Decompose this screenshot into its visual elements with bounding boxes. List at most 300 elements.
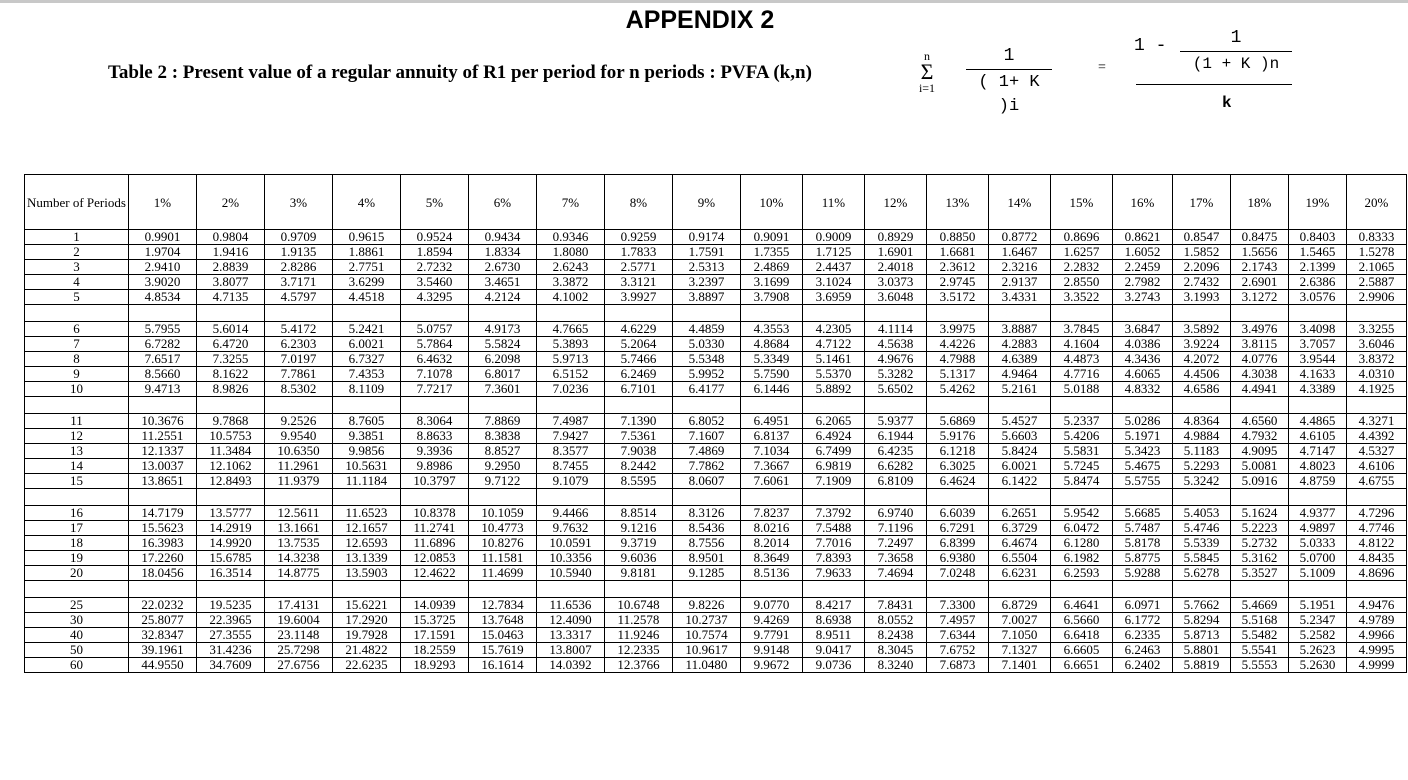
empty-cell (740, 489, 802, 506)
factor-cell: 3.6959 (802, 290, 864, 305)
factor-cell: 6.8052 (672, 414, 740, 429)
empty-cell (400, 581, 468, 598)
factor-cell: 6.3729 (988, 521, 1050, 536)
pvfa-formula (900, 30, 1300, 120)
factor-cell: 11.2551 (128, 429, 196, 444)
table-row (25, 598, 1407, 613)
factor-cell: 5.8294 (1172, 613, 1230, 628)
factor-cell: 5.6685 (1112, 506, 1172, 521)
factor-cell: 4.9377 (1288, 506, 1346, 521)
factor-cell: 0.8547 (1172, 230, 1230, 245)
table-row (25, 658, 1407, 673)
rate-header: 13% (926, 175, 988, 230)
factor-cell: 4.4506 (1172, 367, 1230, 382)
factor-cell: 3.6046 (1346, 337, 1406, 352)
table-row (25, 367, 1407, 382)
fraction-bar (1180, 51, 1292, 52)
empty-cell (196, 305, 264, 322)
factor-cell: 5.2582 (1288, 628, 1346, 643)
factor-cell: 4.6105 (1288, 429, 1346, 444)
factor-cell: 7.8869 (468, 414, 536, 429)
factor-cell: 8.7605 (332, 414, 400, 429)
factor-cell: 19.6004 (264, 613, 332, 628)
empty-cell (926, 489, 988, 506)
empty-cell (1050, 581, 1112, 598)
factor-cell: 6.4235 (864, 444, 926, 459)
factor-cell: 8.9501 (672, 551, 740, 566)
factor-cell: 2.8839 (196, 260, 264, 275)
factor-cell: 4.8534 (128, 290, 196, 305)
factor-cell: 3.7845 (1050, 322, 1112, 337)
empty-cell (926, 397, 988, 414)
factor-cell: 5.3242 (1172, 474, 1230, 489)
factor-cell: 2.5313 (672, 260, 740, 275)
summation (912, 50, 942, 94)
factor-cell: 44.9550 (128, 658, 196, 673)
factor-cell: 4.3389 (1288, 382, 1346, 397)
table-row (25, 536, 1407, 551)
factor-cell: 8.3045 (864, 643, 926, 658)
empty-cell (1172, 489, 1230, 506)
factor-cell: 9.8181 (604, 566, 672, 581)
table-row (25, 521, 1407, 536)
factor-cell: 7.1327 (988, 643, 1050, 658)
factor-cell: 1.7355 (740, 245, 802, 260)
table-row (25, 275, 1407, 290)
factor-cell: 6.3025 (926, 459, 988, 474)
factor-cell: 12.0853 (400, 551, 468, 566)
factor-cell: 32.8347 (128, 628, 196, 643)
empty-cell (128, 397, 196, 414)
factor-cell: 21.4822 (332, 643, 400, 658)
factor-cell: 5.0757 (400, 322, 468, 337)
sigma-lower: i=1 (918, 81, 936, 95)
factor-cell: 1.5852 (1172, 245, 1230, 260)
factor-cell: 4.4859 (672, 322, 740, 337)
factor-cell: 8.3240 (864, 658, 926, 673)
factor-cell: 7.1196 (864, 521, 926, 536)
left-numerator: 1 (1003, 46, 1015, 66)
factor-cell: 5.5553 (1230, 658, 1288, 673)
factor-cell: 6.7101 (604, 382, 672, 397)
table-row (25, 414, 1407, 429)
factor-cell: 8.0216 (740, 521, 802, 536)
empty-cell (25, 305, 129, 322)
factor-cell: 5.8713 (1172, 628, 1230, 643)
factor-cell: 8.2438 (864, 628, 926, 643)
factor-cell: 5.2293 (1172, 459, 1230, 474)
factor-cell: 8.2442 (604, 459, 672, 474)
factor-cell: 5.4262 (926, 382, 988, 397)
factor-cell: 4.3271 (1346, 414, 1406, 429)
factor-cell: 4.6229 (604, 322, 672, 337)
factor-cell: 3.1993 (1172, 290, 1230, 305)
factor-cell: 5.4527 (988, 414, 1050, 429)
factor-cell: 5.0330 (672, 337, 740, 352)
table-row (25, 245, 1407, 260)
factor-cell: 12.8493 (196, 474, 264, 489)
empty-cell (468, 489, 536, 506)
rate-header: 7% (536, 175, 604, 230)
factor-cell: 6.2463 (1112, 643, 1172, 658)
factor-cell: 0.9709 (264, 230, 332, 245)
factor-cell: 7.5361 (604, 429, 672, 444)
factor-cell: 5.2337 (1050, 414, 1112, 429)
factor-cell: 3.9975 (926, 322, 988, 337)
period-cell: 10 (25, 382, 129, 397)
factor-cell: 6.6282 (864, 459, 926, 474)
factor-cell: 12.2335 (604, 643, 672, 658)
factor-cell: 6.8017 (468, 367, 536, 382)
factor-cell: 14.3238 (264, 551, 332, 566)
factor-cell: 9.1285 (672, 566, 740, 581)
factor-cell: 5.9542 (1050, 506, 1112, 521)
factor-cell: 15.0463 (468, 628, 536, 643)
period-cell: 18 (25, 536, 129, 551)
factor-cell: 7.2497 (864, 536, 926, 551)
factor-cell: 4.9897 (1288, 521, 1346, 536)
empty-cell (926, 581, 988, 598)
factor-cell: 1.9416 (196, 245, 264, 260)
factor-cell: 7.9633 (802, 566, 864, 581)
rate-header: 19% (1288, 175, 1346, 230)
factor-cell: 3.9544 (1288, 352, 1346, 367)
factor-cell: 7.6344 (926, 628, 988, 643)
factor-cell: 2.6901 (1230, 275, 1288, 290)
factor-cell: 10.6748 (604, 598, 672, 613)
factor-cell: 2.2459 (1112, 260, 1172, 275)
factor-cell: 5.5824 (468, 337, 536, 352)
factor-cell: 8.5660 (128, 367, 196, 382)
factor-cell: 4.7147 (1288, 444, 1346, 459)
factor-cell: 1.7125 (802, 245, 864, 260)
factor-cell: 7.0248 (926, 566, 988, 581)
empty-cell (1050, 489, 1112, 506)
factor-cell: 27.3555 (196, 628, 264, 643)
factor-cell: 2.5771 (604, 260, 672, 275)
empty-cell (864, 489, 926, 506)
empty-cell (988, 397, 1050, 414)
fraction-bar (966, 69, 1052, 70)
factor-cell: 3.9927 (604, 290, 672, 305)
factor-cell: 4.9789 (1346, 613, 1406, 628)
factor-cell: 11.6896 (400, 536, 468, 551)
factor-cell: 5.0081 (1230, 459, 1288, 474)
period-cell: 16 (25, 506, 129, 521)
table-row (25, 352, 1407, 367)
factor-cell: 0.9174 (672, 230, 740, 245)
factor-cell: 19.5235 (196, 598, 264, 613)
empty-cell (1112, 581, 1172, 598)
factor-cell: 6.2469 (604, 367, 672, 382)
inner-fraction (1180, 26, 1292, 75)
factor-cell: 10.5753 (196, 429, 264, 444)
factor-cell: 5.5339 (1172, 536, 1230, 551)
factor-cell: 14.0392 (536, 658, 604, 673)
period-cell: 6 (25, 322, 129, 337)
factor-cell: 2.8550 (1050, 275, 1112, 290)
factor-cell: 6.5504 (988, 551, 1050, 566)
rate-header: 2% (196, 175, 264, 230)
factor-cell: 3.1272 (1230, 290, 1288, 305)
factor-cell: 4.8332 (1112, 382, 1172, 397)
factor-cell: 7.3255 (196, 352, 264, 367)
factor-cell: 6.4641 (1050, 598, 1112, 613)
table-row (25, 613, 1407, 628)
table-row (25, 628, 1407, 643)
factor-cell: 5.4675 (1112, 459, 1172, 474)
equals-sign: = (1098, 60, 1106, 75)
factor-cell: 7.6061 (740, 474, 802, 489)
factor-cell: 4.6560 (1230, 414, 1288, 429)
factor-cell: 5.0188 (1050, 382, 1112, 397)
header-row (25, 175, 1407, 230)
empty-cell (400, 489, 468, 506)
factor-cell: 6.8137 (740, 429, 802, 444)
empty-cell (740, 305, 802, 322)
factor-cell: 5.0286 (1112, 414, 1172, 429)
factor-cell: 14.2919 (196, 521, 264, 536)
factor-cell: 0.8403 (1288, 230, 1346, 245)
factor-cell: 8.7556 (672, 536, 740, 551)
factor-cell: 8.3064 (400, 414, 468, 429)
factor-cell: 8.2014 (740, 536, 802, 551)
factor-cell: 3.2397 (672, 275, 740, 290)
factor-cell: 6.7282 (128, 337, 196, 352)
factor-cell: 0.8772 (988, 230, 1050, 245)
empty-cell (400, 397, 468, 414)
header-number-of-periods: Number of Periods (25, 175, 129, 230)
factor-cell: 15.7619 (468, 643, 536, 658)
factor-cell: 9.7791 (740, 628, 802, 643)
factor-cell: 3.8115 (1230, 337, 1288, 352)
factor-cell: 2.6243 (536, 260, 604, 275)
factor-cell: 3.9224 (1172, 337, 1230, 352)
empty-cell (1112, 489, 1172, 506)
factor-cell: 13.8007 (536, 643, 604, 658)
factor-cell: 2.4437 (802, 260, 864, 275)
empty-cell (988, 489, 1050, 506)
empty-cell (672, 305, 740, 322)
empty-cell (864, 397, 926, 414)
factor-cell: 4.4873 (1050, 352, 1112, 367)
factor-cell: 4.9884 (1172, 429, 1230, 444)
factor-cell: 5.3349 (740, 352, 802, 367)
factor-cell: 8.1109 (332, 382, 400, 397)
factor-cell: 11.1184 (332, 474, 400, 489)
factor-cell: 6.4674 (988, 536, 1050, 551)
empty-cell (672, 397, 740, 414)
sigma-upper: n (924, 49, 930, 63)
factor-cell: 3.3522 (1050, 290, 1112, 305)
table-row (25, 260, 1407, 275)
factor-cell: 7.4987 (536, 414, 604, 429)
factor-cell: 5.4053 (1172, 506, 1230, 521)
group-separator-row (25, 489, 1407, 506)
factor-cell: 1.9704 (128, 245, 196, 260)
factor-cell: 14.0939 (400, 598, 468, 613)
empty-cell (264, 305, 332, 322)
factor-cell: 4.9676 (864, 352, 926, 367)
factor-cell: 16.3514 (196, 566, 264, 581)
empty-cell (1346, 581, 1406, 598)
factor-cell: 0.9434 (468, 230, 536, 245)
empty-cell (604, 397, 672, 414)
factor-cell: 3.7057 (1288, 337, 1346, 352)
factor-cell: 5.7466 (604, 352, 672, 367)
factor-cell: 5.5831 (1050, 444, 1112, 459)
table-row (25, 474, 1407, 489)
period-cell: 2 (25, 245, 129, 260)
factor-cell: 5.6869 (926, 414, 988, 429)
empty-cell (1346, 489, 1406, 506)
factor-cell: 5.5370 (802, 367, 864, 382)
empty-cell (536, 581, 604, 598)
empty-cell (864, 581, 926, 598)
factor-cell: 5.4206 (1050, 429, 1112, 444)
factor-cell: 7.6752 (926, 643, 988, 658)
factor-cell: 5.6502 (864, 382, 926, 397)
empty-cell (1112, 305, 1172, 322)
factor-cell: 5.2421 (332, 322, 400, 337)
factor-cell: 2.9906 (1346, 290, 1406, 305)
factor-cell: 6.4720 (196, 337, 264, 352)
factor-cell: 9.9540 (264, 429, 332, 444)
factor-cell: 3.6048 (864, 290, 926, 305)
factor-cell: 6.2402 (1112, 658, 1172, 673)
factor-cell: 5.3893 (536, 337, 604, 352)
factor-cell: 9.7632 (536, 521, 604, 536)
rate-header: 1% (128, 175, 196, 230)
factor-cell: 9.7868 (196, 414, 264, 429)
factor-cell: 2.7232 (400, 260, 468, 275)
factor-cell: 9.6036 (604, 551, 672, 566)
factor-cell: 22.6235 (332, 658, 400, 673)
period-cell: 20 (25, 566, 129, 581)
factor-cell: 2.6386 (1288, 275, 1346, 290)
factor-cell: 2.1399 (1288, 260, 1346, 275)
factor-cell: 9.9672 (740, 658, 802, 673)
factor-cell: 1.8861 (332, 245, 400, 260)
factor-cell: 0.9346 (536, 230, 604, 245)
factor-cell: 6.5660 (1050, 613, 1112, 628)
factor-cell: 1.6901 (864, 245, 926, 260)
factor-cell: 13.5777 (196, 506, 264, 521)
factor-cell: 6.0021 (988, 459, 1050, 474)
factor-cell: 13.0037 (128, 459, 196, 474)
factor-cell: 1.6681 (926, 245, 988, 260)
factor-cell: 11.6536 (536, 598, 604, 613)
factor-cell: 15.5623 (128, 521, 196, 536)
empty-cell (672, 581, 740, 598)
factor-cell: 2.5887 (1346, 275, 1406, 290)
factor-cell: 12.5611 (264, 506, 332, 521)
factor-cell: 2.2832 (1050, 260, 1112, 275)
factor-cell: 3.5460 (400, 275, 468, 290)
factor-cell: 4.0310 (1346, 367, 1406, 382)
factor-cell: 7.3601 (468, 382, 536, 397)
factor-cell: 0.8850 (926, 230, 988, 245)
factor-cell: 1.5656 (1230, 245, 1288, 260)
factor-cell: 4.7135 (196, 290, 264, 305)
empty-cell (864, 305, 926, 322)
table-row (25, 444, 1407, 459)
factor-cell: 6.2098 (468, 352, 536, 367)
factor-cell: 2.3216 (988, 260, 1050, 275)
period-cell: 19 (25, 551, 129, 566)
factor-cell: 6.8399 (926, 536, 988, 551)
factor-cell: 2.3612 (926, 260, 988, 275)
factor-cell: 7.3667 (740, 459, 802, 474)
factor-cell: 3.3872 (536, 275, 604, 290)
factor-cell: 0.8475 (1230, 230, 1288, 245)
factor-cell: 11.0480 (672, 658, 740, 673)
factor-cell: 8.3126 (672, 506, 740, 521)
factor-cell: 3.3121 (604, 275, 672, 290)
sigma-symbol: Σ (920, 59, 934, 84)
factor-cell: 22.3965 (196, 613, 264, 628)
empty-cell (25, 581, 129, 598)
factor-cell: 18.2559 (400, 643, 468, 658)
factor-cell: 4.8122 (1346, 536, 1406, 551)
factor-cell: 4.4941 (1230, 382, 1288, 397)
factor-cell: 4.7296 (1346, 506, 1406, 521)
table-row (25, 643, 1407, 658)
rate-header: 6% (468, 175, 536, 230)
empty-cell (468, 581, 536, 598)
factor-cell: 0.8929 (864, 230, 926, 245)
factor-cell: 22.0232 (128, 598, 196, 613)
factor-cell: 3.1024 (802, 275, 864, 290)
empty-cell (468, 305, 536, 322)
factor-cell: 17.1591 (400, 628, 468, 643)
empty-cell (1172, 581, 1230, 598)
factor-cell: 5.2732 (1230, 536, 1288, 551)
factor-cell: 4.8364 (1172, 414, 1230, 429)
page-heading: APPENDIX 2 (625, 6, 775, 34)
factor-cell: 12.1062 (196, 459, 264, 474)
factor-cell: 7.8237 (740, 506, 802, 521)
factor-cell: 4.8023 (1288, 459, 1346, 474)
factor-cell: 6.2651 (988, 506, 1050, 521)
empty-cell (1346, 397, 1406, 414)
factor-cell: 10.6350 (264, 444, 332, 459)
factor-cell: 5.8775 (1112, 551, 1172, 566)
factor-cell: 5.2223 (1230, 521, 1288, 536)
factor-cell: 13.5903 (332, 566, 400, 581)
factor-cell: 5.1971 (1112, 429, 1172, 444)
factor-cell: 3.6847 (1112, 322, 1172, 337)
factor-cell: 7.4694 (864, 566, 926, 581)
factor-cell: 11.1581 (468, 551, 536, 566)
factor-cell: 6.8109 (864, 474, 926, 489)
factor-cell: 4.4518 (332, 290, 400, 305)
factor-cell: 5.1461 (802, 352, 864, 367)
factor-cell: 4.6755 (1346, 474, 1406, 489)
factor-cell: 4.0386 (1112, 337, 1172, 352)
factor-cell: 4.2305 (802, 322, 864, 337)
factor-cell: 7.6873 (926, 658, 988, 673)
factor-cell: 8.5136 (740, 566, 802, 581)
factor-cell: 5.6014 (196, 322, 264, 337)
factor-cell: 4.5797 (264, 290, 332, 305)
factor-cell: 10.9617 (672, 643, 740, 658)
factor-cell: 5.5482 (1230, 628, 1288, 643)
factor-cell: 3.5172 (926, 290, 988, 305)
factor-cell: 7.1078 (400, 367, 468, 382)
factor-cell: 4.9995 (1346, 643, 1406, 658)
empty-cell (1230, 305, 1288, 322)
